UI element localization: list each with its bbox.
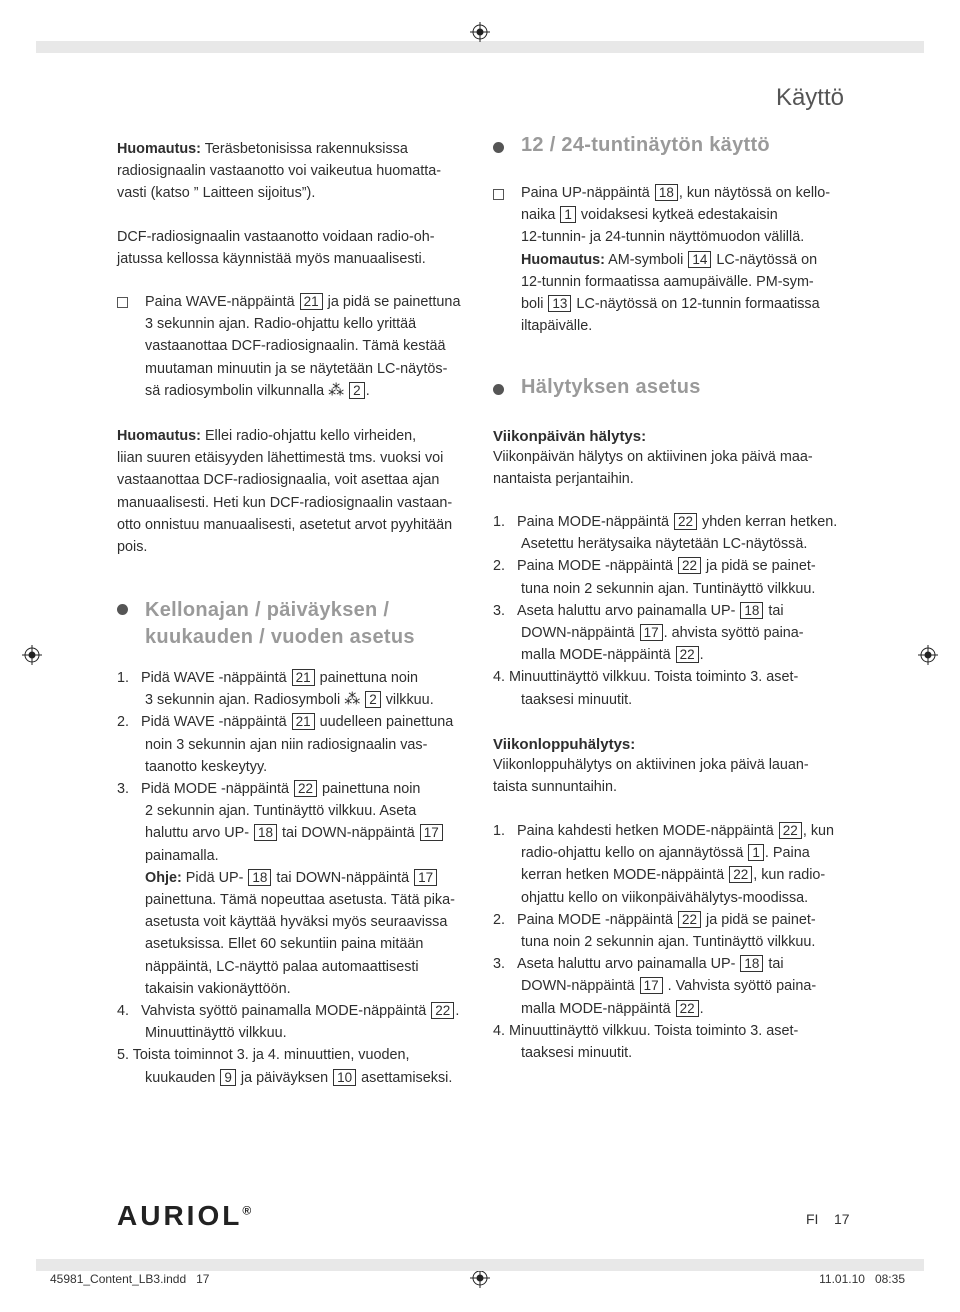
section-heading-12-24: 12 / 24-tuntinäytön käyttö xyxy=(521,134,770,156)
list-item: 5. Toista toiminnot 3. ja 4. minuuttien, vuoden, xyxy=(117,1047,410,1064)
bottom-bar xyxy=(36,1259,924,1271)
text-line: muutaman minuutin ja se näytetään LC-näytös- xyxy=(145,360,448,377)
radio-symbol-icon: ⁂ xyxy=(328,381,345,399)
list-item: näppäintä, LC-näyttö palaa automaattisesti xyxy=(145,958,419,975)
list-item: radio-ohjattu kello on ajannäytössä 1 . Paina xyxy=(521,845,810,862)
list-item: noin 3 sekunnin ajan niin radiosignaalin vas- xyxy=(145,736,428,753)
text-line: pois. xyxy=(117,539,148,556)
list-item: 2. Paina MODE -näppäintä 22 ja pidä se painet- xyxy=(493,558,816,575)
file-name: 45981_Content_LB3.indd 17 xyxy=(50,1272,210,1286)
heading-line: Kellonajan / päiväyksen / xyxy=(145,599,390,621)
text-line: Huomautus: Ellei radio-ohjattu kello virheiden, xyxy=(117,428,417,444)
registration-mark-icon xyxy=(470,1268,490,1288)
text-line: Paina UP-näppäintä 18 , kun näytössä on kello- xyxy=(521,185,831,201)
text-line: nantaista perjantaihin. xyxy=(493,471,634,488)
subheading-weekday: Viikonpäivän hälytys: xyxy=(493,428,647,445)
list-item: Minuuttinäyttö vilkkuu. xyxy=(145,1025,287,1042)
heading-line: kuukauden / vuoden asetus xyxy=(145,626,415,648)
list-item: 1. Pidä WAVE -näppäintä 21 painettuna noin xyxy=(117,670,419,686)
list-item: ohjattu kello on viikonpäivähälytys-moodissa. xyxy=(521,889,809,906)
text-line: sä radiosymbolin vilkunnalla ⁂ 2 . xyxy=(145,381,370,399)
top-bar xyxy=(36,41,924,53)
text-line: 3 sekunnin ajan. Radio-ohjattu kello yrittää xyxy=(145,316,417,333)
list-item: asetusta voit käyttää hyväksi myös seuraavissa xyxy=(145,914,448,931)
weekend-desc xyxy=(493,754,809,798)
text-line: taista sunnuntaihin. xyxy=(493,779,618,796)
registration-mark-icon xyxy=(470,22,490,42)
text-line: DCF-radiosignaalin vastaanotto voidaan radio-oh- xyxy=(117,229,435,245)
language-code: FI xyxy=(806,1211,819,1227)
list-item: taanotto keskeytyy. xyxy=(145,758,268,775)
list-item: malla MODE-näppäintä 22 . xyxy=(521,1000,704,1017)
step-12-24 xyxy=(521,182,830,337)
section-title: Käyttö xyxy=(775,84,844,111)
list-item: 1. Paina MODE-näppäintä 22 yhden kerran hetken. xyxy=(493,514,838,530)
list-item: tuna noin 2 sekunnin ajan. Tuntinäyttö vilkkuu. xyxy=(521,934,816,951)
list-item: 3. Aseta haluttu arvo painamalla UP- 18 tai xyxy=(493,956,784,973)
text-line: jatussa kellossa käynnistää myös manuaalisesti. xyxy=(117,251,426,268)
list-item: takaisin vakionäyttöön. xyxy=(145,980,291,997)
print-date: 11.01.10 08:35 xyxy=(819,1272,905,1286)
list-item: kuukauden 9 ja päiväyksen 10 asettamiseksi. xyxy=(145,1069,453,1086)
list-item: Ohje: Pidä UP- 18 tai DOWN-näppäintä 17 xyxy=(117,867,459,889)
text-line: vastaanottaa DCF-radiosignaalin. Tämä kestää xyxy=(145,338,446,355)
list-item: Asetettu herätysaika näytetään LC-näytössä. xyxy=(521,536,808,553)
text-line: naika 1 voidaksesi kytkeä edestakaisin xyxy=(521,207,778,224)
list-item: malla MODE-näppäintä 22 . xyxy=(521,647,704,664)
text-line: vastaanottaa DCF-radiosignaalia, voit asettaa ajan xyxy=(117,472,440,489)
list-item: 4. Vahvista syöttö painamalla MODE-näppäintä 22 . xyxy=(117,1003,460,1020)
paragraph-manual xyxy=(117,226,435,270)
list-item: 2 sekunnin ajan. Tuntinäyttö vilkkuu. Aseta xyxy=(145,803,417,820)
page-footer xyxy=(806,1211,850,1227)
text-line: Viikonpäivän hälytys on aktiivinen joka päivä maa- xyxy=(493,449,813,465)
list-item: 4. Minuuttinäyttö vilkkuu. Toista toiminto 3. aset- xyxy=(493,1022,799,1039)
page-number: 17 xyxy=(834,1211,850,1227)
subheading-weekend: Viikonloppuhälytys: xyxy=(493,736,636,753)
text-line: vasti (katso ” Laitteen sijoitus”). xyxy=(117,185,316,202)
text-line: Huomautus: Teräsbetonisissa rakennuksissa xyxy=(117,141,408,157)
section-heading-alarm: Hälytyksen asetus xyxy=(521,376,701,398)
radio-symbol-icon: ⁂ xyxy=(344,691,361,709)
text-line: Huomautus: AM-symboli 14 LC-näytössä on xyxy=(521,251,818,268)
text-line: liian suuren etäisyyden lähettimestä tms. vuoksi voi xyxy=(117,450,444,467)
registration-mark-icon xyxy=(22,645,42,665)
list-item: DOWN-näppäintä 17 . ahvista syöttö paina- xyxy=(521,625,804,642)
step-wave xyxy=(145,291,460,402)
text-line: Viikonloppuhälytys on aktiivinen joka päivä lauan- xyxy=(493,757,809,773)
note-concrete xyxy=(117,138,441,205)
text-line: 12-tunnin formaatissa aamupäivälle. PM-sym- xyxy=(521,273,814,290)
registered-mark: ® xyxy=(242,1203,252,1218)
checkbox-bullet-icon xyxy=(493,189,504,200)
bullet-icon xyxy=(493,142,504,153)
list-item: 3. Pidä MODE -näppäintä 22 painettuna noin xyxy=(117,781,421,798)
text-line: boli 13 LC-näytössä on 12-tunnin formaatissa xyxy=(521,296,820,313)
text-line: iltapäivälle. xyxy=(521,318,593,335)
numbered-list-weekend xyxy=(493,820,834,1064)
brand-logo xyxy=(117,1200,251,1232)
text-line: otto onnistuu manuaalisesti, asetetut arvot pyyhitään xyxy=(117,516,453,533)
list-item: painamalla. xyxy=(145,847,219,864)
bullet-icon xyxy=(493,384,504,395)
text-line: manuaalisesti. Heti kun DCF-radiosignaalin vastaan- xyxy=(117,494,453,511)
list-item: taaksesi minuutit. xyxy=(521,691,633,708)
numbered-list-weekday xyxy=(493,511,837,711)
brand-name: AURIOL xyxy=(117,1200,243,1231)
weekday-desc xyxy=(493,446,813,490)
numbered-list-time xyxy=(117,667,459,1089)
list-item: haluttu arvo UP- 18 tai DOWN-näppäintä 17 xyxy=(117,822,459,844)
text-line: 12-tunnin- ja 24-tunnin näyttömuodon välillä. xyxy=(521,229,805,246)
text-line: Paina WAVE-näppäintä 21 ja pidä se painettuna xyxy=(145,294,461,310)
list-item: kerran hetken MODE-näppäintä 22 , kun radio- xyxy=(521,867,826,884)
registration-mark-icon xyxy=(918,645,938,665)
checkbox-bullet-icon xyxy=(117,297,128,308)
list-item: DOWN-näppäintä 17 . Vahvista syöttö paina- xyxy=(521,978,817,995)
list-item: 3. Aseta haluttu arvo painamalla UP- 18 tai xyxy=(493,602,784,619)
list-item: 4. Minuuttinäyttö vilkkuu. Toista toiminto 3. aset- xyxy=(493,669,799,686)
list-item: asetuksissa. Ellet 60 sekuntiin paina mitään xyxy=(145,936,424,953)
list-item: 1. Paina kahdesti hetken MODE-näppäintä 22 , kun xyxy=(493,823,835,839)
bullet-icon xyxy=(117,604,128,615)
list-item: 2. Paina MODE -näppäintä 22 ja pidä se painet- xyxy=(493,911,816,928)
list-item: taaksesi minuutit. xyxy=(521,1045,633,1062)
list-item: tuna noin 2 sekunnin ajan. Tuntinäyttö vilkkuu. xyxy=(521,580,816,597)
section-heading-time xyxy=(145,597,415,651)
list-item: 3 sekunnin ajan. Radiosymboli ⁂ 2 vilkkuu. xyxy=(145,691,434,709)
list-item: painettuna. Tämä nopeuttaa asetusta. Tätä pika- xyxy=(145,892,455,909)
list-item: 2. Pidä WAVE -näppäintä 21 uudelleen painettuna xyxy=(117,714,454,731)
text-line: radiosignaalin vastaanotto voi vaikeutua huomatta- xyxy=(117,163,441,180)
note-failure xyxy=(117,425,452,558)
